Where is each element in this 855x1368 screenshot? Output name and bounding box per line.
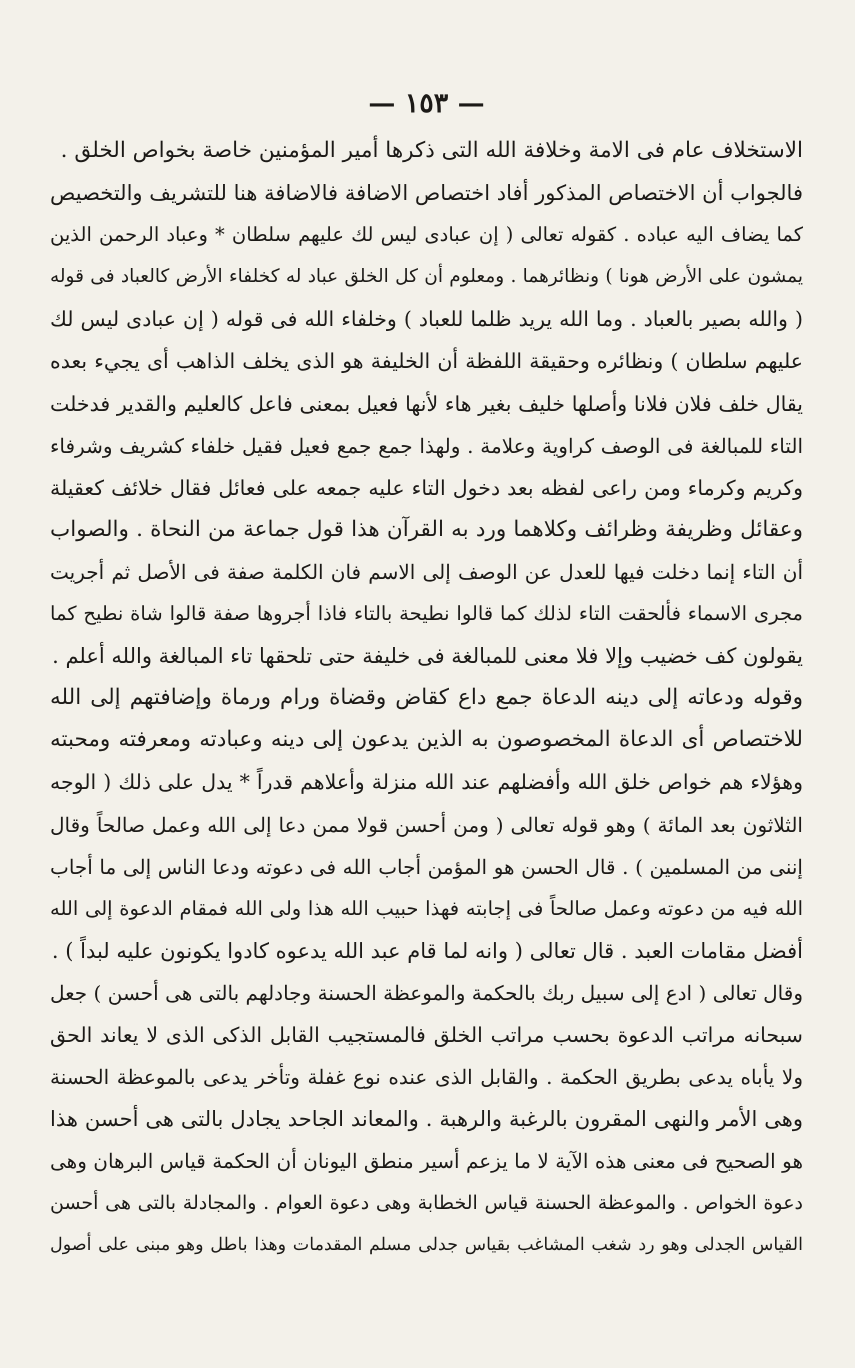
text-line: ( والله بصير بالعباد . وما الله يريد ظلما للعباد ) وخلفاء الله فى قوله ( إن عبادى ليس لك: [50, 307, 803, 332]
text-line: القياس الجدلى وهو رد شغب المشاغب بقياس جدلى مسلم المقدمات وهذا باطل وهو مبنى على أصول: [50, 1235, 803, 1256]
text-line: وهؤلاء هم خواص خلق الله وأفضلهم عند الله منزلة وأعلاهم قدراً * يدل على ذلك ( الوجه: [50, 770, 803, 795]
text-line: دعوة الخواص . والموعظة الحسنة قياس الخطابة وهى دعوة العوام . والمجادلة بالتى هى أحسن: [50, 1192, 803, 1215]
text-line: عليهم سلطان ) ونظائره وحقيقة اللفظة أن الخليفة هو الذى يخلف الذاهب أى يجيء بعده: [50, 349, 803, 374]
text-line: هو الصحيح فى معنى هذه الآية لا ما يزعم أسير منطق اليونان أن الحكمة قياس البرهان وهى: [50, 1149, 803, 1174]
text-line: وكريم وكرماء ومن راعى لفظه بعد دخول التاء عليه جمعه على فعائل فقال خلائف كعقيلة: [50, 475, 803, 500]
text-line: وقوله ودعاته إلى دينه الدعاة جمع داع كقاض وقضاة ورام ورماة وإضافتهم إلى الله: [50, 685, 803, 711]
text-line: ولا يأباه يدعى بطريق الحكمة . والقابل الذى عنده نوع غفلة وتأخر يدعى بالموعظة الحسنة: [50, 1065, 803, 1090]
text-line: التاء للمبالغة فى الوصف كراوية وعلامة . ولهذا جمع جمع فعيل فقيل خلفاء كشريف وشرفاء: [50, 433, 803, 458]
text-line: وقال تعالى ( ادع إلى سبيل ربك بالحكمة والموعظة الحسنة وجادلهم بالتى هى أحسن ) جعل: [50, 980, 803, 1005]
text-line: يقولون كف خضيب وإلا فلا معنى للمبالغة فى خليفة حتى تلحقها تاء المبالغة والله أعلم .: [52, 644, 803, 669]
text-line: الثلاثون بعد المائة ) وهو قوله تعالى ( ومن أحسن قولا ممن دعا إلى الله وعمل صالحاً وقال: [50, 812, 803, 837]
text-line: وعقائل وظريفة وظرائف وكلاهما ورد به القرآن هذا قول جماعة من النحاة . والصواب: [50, 516, 803, 542]
text-line: أن التاء إنما دخلت فيها للعدل عن الوصف إلى الاسم فان الكلمة صفة فى الأصل ثم أجريت: [50, 559, 803, 584]
text-line: يمشون على الأرض هونا ) ونظائرهما . ومعلوم أن كل الخلق عباد له كخلفاء الأرض كالعباد فى قوله: [50, 266, 803, 288]
text-line: كما يضاف اليه عباده . كقوله تعالى ( إن عبادى ليس لك عليهم سلطان * وعباد الرحمن الذين: [50, 223, 803, 247]
text-line: يقال خلف فلان فلانا وأصلها خليف بغير هاء لأنها فعيل بمعنى فاعل كالعليم والقدير فدخلت: [50, 391, 803, 416]
page-number: — ١٥٣ —: [368, 88, 485, 119]
text-line: أفضل مقامات العبد . قال تعالى ( وانه لما قام عبد الله يدعوه كادوا يكونون عليه لبداً ) .: [51, 938, 803, 963]
text-line: الله فيه من دعوته وعمل صالحاً فى إجابته فهذا حبيب الله هذا ولى الله فمقام الدعوة إلى الله: [50, 896, 803, 920]
text-line: وهى الأمر والنهى المقرون بالرغبة والرهبة . والمعاند الجاحد يجادل بالتى هى أحسن هذا: [50, 1107, 803, 1132]
body-text: [50, 130, 803, 1267]
text-line: سبحانه مراتب الدعوة بحسب مراتب الخلق فالمستجيب القابل الذكى الذى لا يعاند الحق: [50, 1022, 803, 1047]
text-line: مجرى الاسماء فألحقت التاء لذلك كما قالوا نطيحة بالتاء فاذا أجروها صفة قالوا شاة نطيح كما: [50, 602, 803, 626]
text-line: فالجواب أن الاختصاص المذكور أفاد اختصاص الاضافة فالاضافة هنا للتشريف والتخصيص: [50, 181, 803, 206]
text-line: للاختصاص أى الدعاة المخصوصون به الذين يدعون إلى دينه وعبادته ومعرفته ومحبته: [50, 727, 803, 753]
text-line: إننى من المسلمين ) . قال الحسن هو المؤمن أجاب الله فى دعوته ودعا الناس إلى ما أجاب: [50, 854, 803, 879]
text-line: الاستخلاف عام فى الامة وخلافة الله التى ذكرها أمير المؤمنين خاصة بخواص الخلق .: [60, 138, 803, 163]
